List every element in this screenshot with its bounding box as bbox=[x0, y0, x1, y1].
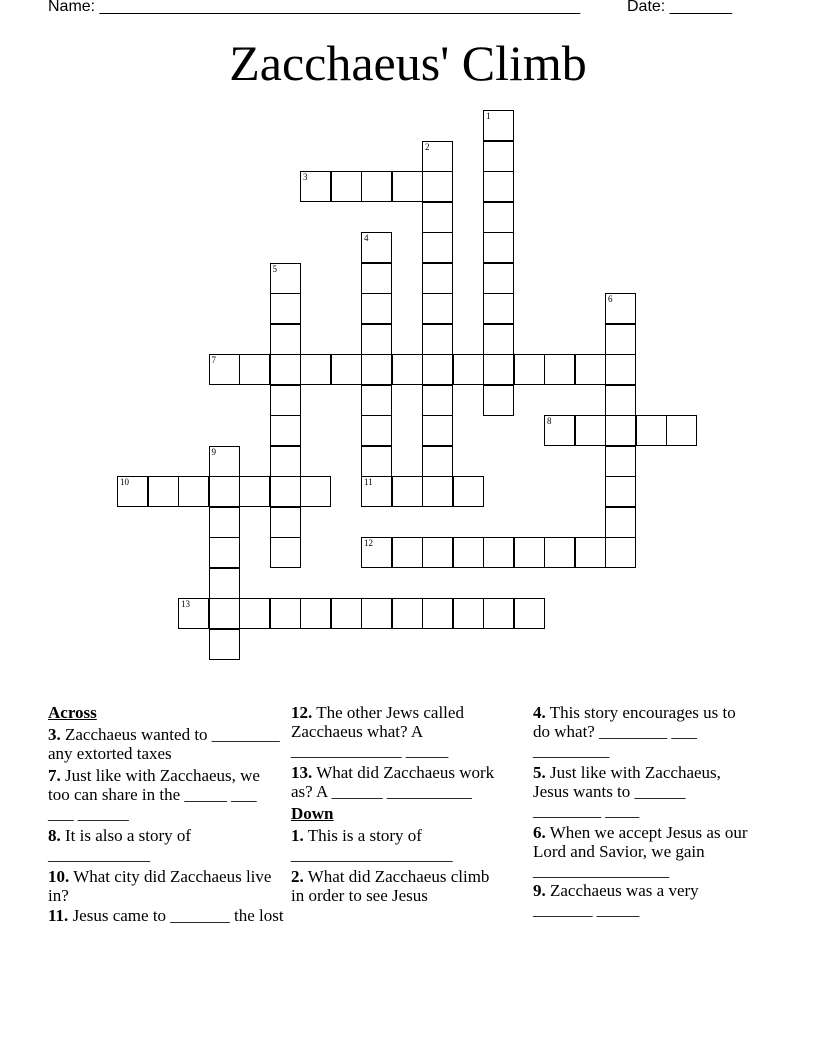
crossword-cell[interactable] bbox=[209, 476, 240, 507]
crossword-cell[interactable] bbox=[666, 415, 697, 446]
crossword-cell[interactable] bbox=[300, 476, 331, 507]
crossword-cell[interactable] bbox=[422, 293, 453, 324]
crossword-cell[interactable] bbox=[483, 324, 514, 355]
crossword-cell[interactable] bbox=[605, 385, 636, 416]
clue-across-10 bbox=[48, 867, 284, 905]
crossword-cell[interactable] bbox=[209, 629, 240, 660]
clue-across-7 bbox=[48, 766, 284, 823]
clue-number: 13. bbox=[291, 763, 313, 782]
down-heading: Down bbox=[291, 804, 334, 823]
crossword-cell[interactable] bbox=[361, 385, 392, 416]
clue-column-1 bbox=[48, 703, 284, 928]
clue-number-label: 3 bbox=[303, 172, 308, 182]
crossword-cell[interactable] bbox=[300, 598, 331, 629]
clue-across-13 bbox=[291, 763, 505, 801]
crossword-cell[interactable] bbox=[422, 171, 453, 202]
crossword-cell[interactable] bbox=[392, 537, 423, 568]
clue-number-label: 12 bbox=[364, 538, 373, 548]
clue-text: This story encourages us to do what? ________ ___ _________ bbox=[533, 703, 736, 760]
crossword-cell[interactable] bbox=[300, 171, 331, 202]
crossword-cell[interactable] bbox=[422, 141, 453, 172]
crossword-cell[interactable] bbox=[209, 446, 240, 477]
crossword-cell[interactable] bbox=[605, 537, 636, 568]
clue-number: 12. bbox=[291, 703, 313, 722]
crossword-cell[interactable] bbox=[453, 354, 484, 385]
crossword-cell[interactable] bbox=[270, 598, 301, 629]
crossword-cell[interactable] bbox=[300, 354, 331, 385]
crossword-cell[interactable] bbox=[605, 324, 636, 355]
crossword-cell[interactable] bbox=[544, 354, 575, 385]
crossword-cell[interactable] bbox=[575, 415, 606, 446]
clue-down-2 bbox=[291, 867, 505, 905]
crossword-cell[interactable] bbox=[270, 537, 301, 568]
crossword-cell[interactable] bbox=[422, 446, 453, 477]
crossword-cell[interactable] bbox=[392, 171, 423, 202]
clue-number-label: 9 bbox=[211, 446, 216, 457]
clue-number: 1. bbox=[291, 826, 304, 845]
crossword-cell[interactable] bbox=[575, 354, 606, 385]
crossword-cell[interactable] bbox=[148, 476, 179, 507]
crossword-cell[interactable] bbox=[270, 385, 301, 416]
clue-text: Just like with Zacchaeus, Jesus wants to ______ ________ ____ bbox=[533, 763, 721, 820]
clue-column-3 bbox=[533, 703, 755, 922]
across-heading: Across bbox=[48, 703, 97, 722]
clue-text: Zacchaeus was a very _______ _____ bbox=[533, 881, 699, 919]
crossword-cell[interactable] bbox=[453, 598, 484, 629]
crossword-cell[interactable] bbox=[483, 141, 514, 172]
clue-number: 9. bbox=[533, 881, 546, 900]
crossword-cell[interactable] bbox=[483, 293, 514, 324]
crossword-cell[interactable] bbox=[605, 415, 636, 446]
clue-number-label: 7 bbox=[211, 355, 216, 365]
crossword-cell[interactable] bbox=[483, 202, 514, 233]
crossword-cell[interactable] bbox=[514, 354, 545, 385]
clue-across-11 bbox=[48, 906, 284, 925]
clue-number-label: 4 bbox=[364, 233, 369, 243]
crossword-cell[interactable] bbox=[361, 598, 392, 629]
crossword-cell[interactable] bbox=[331, 598, 362, 629]
clue-number-label: 6 bbox=[608, 294, 613, 304]
crossword-cell[interactable] bbox=[605, 354, 636, 385]
clue-text: When we accept Jesus as our Lord and Savior, we gain ________________ bbox=[533, 823, 748, 880]
crossword-cell[interactable] bbox=[483, 385, 514, 416]
crossword-cell[interactable] bbox=[483, 354, 514, 385]
clue-across-8 bbox=[48, 826, 284, 864]
crossword-cell[interactable] bbox=[270, 354, 301, 385]
crossword-cell[interactable] bbox=[209, 354, 240, 385]
clue-down-9 bbox=[533, 881, 755, 919]
clue-number-label: 8 bbox=[547, 416, 552, 426]
crossword-cell[interactable] bbox=[209, 537, 240, 568]
crossword-cell[interactable] bbox=[209, 598, 240, 629]
crossword-cell[interactable] bbox=[422, 598, 453, 629]
crossword-cell[interactable] bbox=[361, 476, 392, 507]
clue-number-label: 11 bbox=[364, 477, 373, 487]
crossword-cell[interactable] bbox=[239, 476, 270, 507]
clue-text: Zacchaeus wanted to ________ any extorted taxes bbox=[48, 725, 280, 763]
crossword-cell[interactable] bbox=[117, 476, 148, 507]
clue-text: Jesus came to _______ the lost bbox=[72, 906, 284, 925]
crossword-cell[interactable] bbox=[605, 507, 636, 538]
clue-text: What did Zacchaeus work as? A ______ __________ bbox=[291, 763, 495, 801]
crossword-cell[interactable] bbox=[422, 385, 453, 416]
crossword-cell[interactable] bbox=[605, 476, 636, 507]
clue-number-label: 2 bbox=[425, 141, 430, 152]
crossword-cell[interactable] bbox=[270, 507, 301, 538]
crossword-cell[interactable] bbox=[483, 537, 514, 568]
crossword-cell[interactable] bbox=[361, 537, 392, 568]
crossword-cell[interactable] bbox=[361, 293, 392, 324]
clue-number: 5. bbox=[533, 763, 546, 782]
clue-number-label: 10 bbox=[120, 477, 129, 487]
crossword-cell[interactable] bbox=[483, 232, 514, 263]
crossword-cell[interactable] bbox=[331, 171, 362, 202]
clue-down-5 bbox=[533, 763, 755, 820]
crossword-cell[interactable] bbox=[239, 354, 270, 385]
clue-across-12 bbox=[291, 703, 505, 760]
crossword-cell[interactable] bbox=[178, 476, 209, 507]
crossword-cell[interactable] bbox=[453, 537, 484, 568]
crossword-cell[interactable] bbox=[392, 354, 423, 385]
crossword-cell[interactable] bbox=[361, 232, 392, 263]
crossword-cell[interactable] bbox=[239, 598, 270, 629]
clue-number: 4. bbox=[533, 703, 546, 722]
crossword-cell[interactable] bbox=[209, 507, 240, 538]
crossword-cell[interactable] bbox=[422, 202, 453, 233]
crossword-cell[interactable] bbox=[636, 415, 667, 446]
crossword-cell[interactable] bbox=[209, 568, 240, 599]
clue-number-label: 5 bbox=[272, 263, 277, 274]
crossword-cell[interactable] bbox=[331, 354, 362, 385]
clue-text: This is a story of ___________________ bbox=[291, 826, 453, 864]
crossword-cell[interactable] bbox=[514, 537, 545, 568]
crossword-cell[interactable] bbox=[361, 415, 392, 446]
crossword-cell[interactable] bbox=[361, 324, 392, 355]
crossword-cell[interactable] bbox=[361, 446, 392, 477]
crossword-cell[interactable] bbox=[178, 598, 209, 629]
crossword-cell[interactable] bbox=[422, 232, 453, 263]
crossword-cell[interactable] bbox=[605, 293, 636, 324]
clue-number: 11. bbox=[48, 906, 69, 925]
crossword-cell[interactable] bbox=[270, 263, 301, 294]
crossword-cell[interactable] bbox=[483, 263, 514, 294]
crossword-cell[interactable] bbox=[483, 171, 514, 202]
crossword-cell[interactable] bbox=[483, 598, 514, 629]
page-title: Zacchaeus' Climb bbox=[229, 35, 587, 91]
clue-number: 7. bbox=[48, 766, 61, 785]
crossword-cell[interactable] bbox=[361, 354, 392, 385]
crossword-cell[interactable] bbox=[514, 598, 545, 629]
clue-number: 2. bbox=[291, 867, 304, 886]
crossword-cell[interactable] bbox=[544, 415, 575, 446]
clue-down-1 bbox=[291, 826, 505, 864]
crossword-cell[interactable] bbox=[422, 537, 453, 568]
crossword-cell[interactable] bbox=[422, 354, 453, 385]
crossword-cell[interactable] bbox=[575, 537, 606, 568]
crossword-cell[interactable] bbox=[270, 324, 301, 355]
crossword-cell[interactable] bbox=[422, 263, 453, 294]
clue-number: 10. bbox=[48, 867, 70, 886]
name-field-label: Name: ______________________________________________________ bbox=[48, 0, 581, 15]
clue-down-6 bbox=[533, 823, 755, 880]
clue-down-4 bbox=[533, 703, 755, 760]
clue-number: 3. bbox=[48, 725, 61, 744]
crossword-cell[interactable] bbox=[483, 110, 514, 141]
clue-number: 6. bbox=[533, 823, 546, 842]
clue-text: What city did Zacchaeus live in? bbox=[48, 867, 272, 905]
clue-column-2 bbox=[291, 703, 505, 908]
date-field-label: Date: _______ bbox=[627, 0, 732, 15]
crossword-cell[interactable] bbox=[270, 476, 301, 507]
crossword-cell[interactable] bbox=[270, 415, 301, 446]
clue-number-label: 13 bbox=[181, 599, 190, 609]
clue-number-label: 1 bbox=[486, 111, 491, 121]
crossword-cell[interactable] bbox=[361, 171, 392, 202]
crossword-cell[interactable] bbox=[422, 415, 453, 446]
clue-text: What did Zacchaeus climb in order to see Jesus bbox=[291, 867, 490, 905]
clue-text: Just like with Zacchaeus, we too can share in the _____ ___ ___ ______ bbox=[48, 766, 260, 823]
crossword-cell[interactable] bbox=[270, 293, 301, 324]
crossword-cell[interactable] bbox=[361, 263, 392, 294]
crossword-cell[interactable] bbox=[392, 476, 423, 507]
clue-text: The other Jews called Zacchaeus what? A _____________ _____ bbox=[291, 703, 464, 760]
crossword-cell[interactable] bbox=[422, 324, 453, 355]
crossword-cell[interactable] bbox=[544, 537, 575, 568]
crossword-cell[interactable] bbox=[270, 446, 301, 477]
crossword-cell[interactable] bbox=[392, 598, 423, 629]
clue-across-3 bbox=[48, 725, 284, 763]
crossword-cell[interactable] bbox=[453, 476, 484, 507]
clue-text: It is also a story of ____________ bbox=[48, 826, 192, 864]
crossword-cell[interactable] bbox=[422, 476, 453, 507]
clue-number: 8. bbox=[48, 826, 61, 845]
crossword-cell[interactable] bbox=[605, 446, 636, 477]
